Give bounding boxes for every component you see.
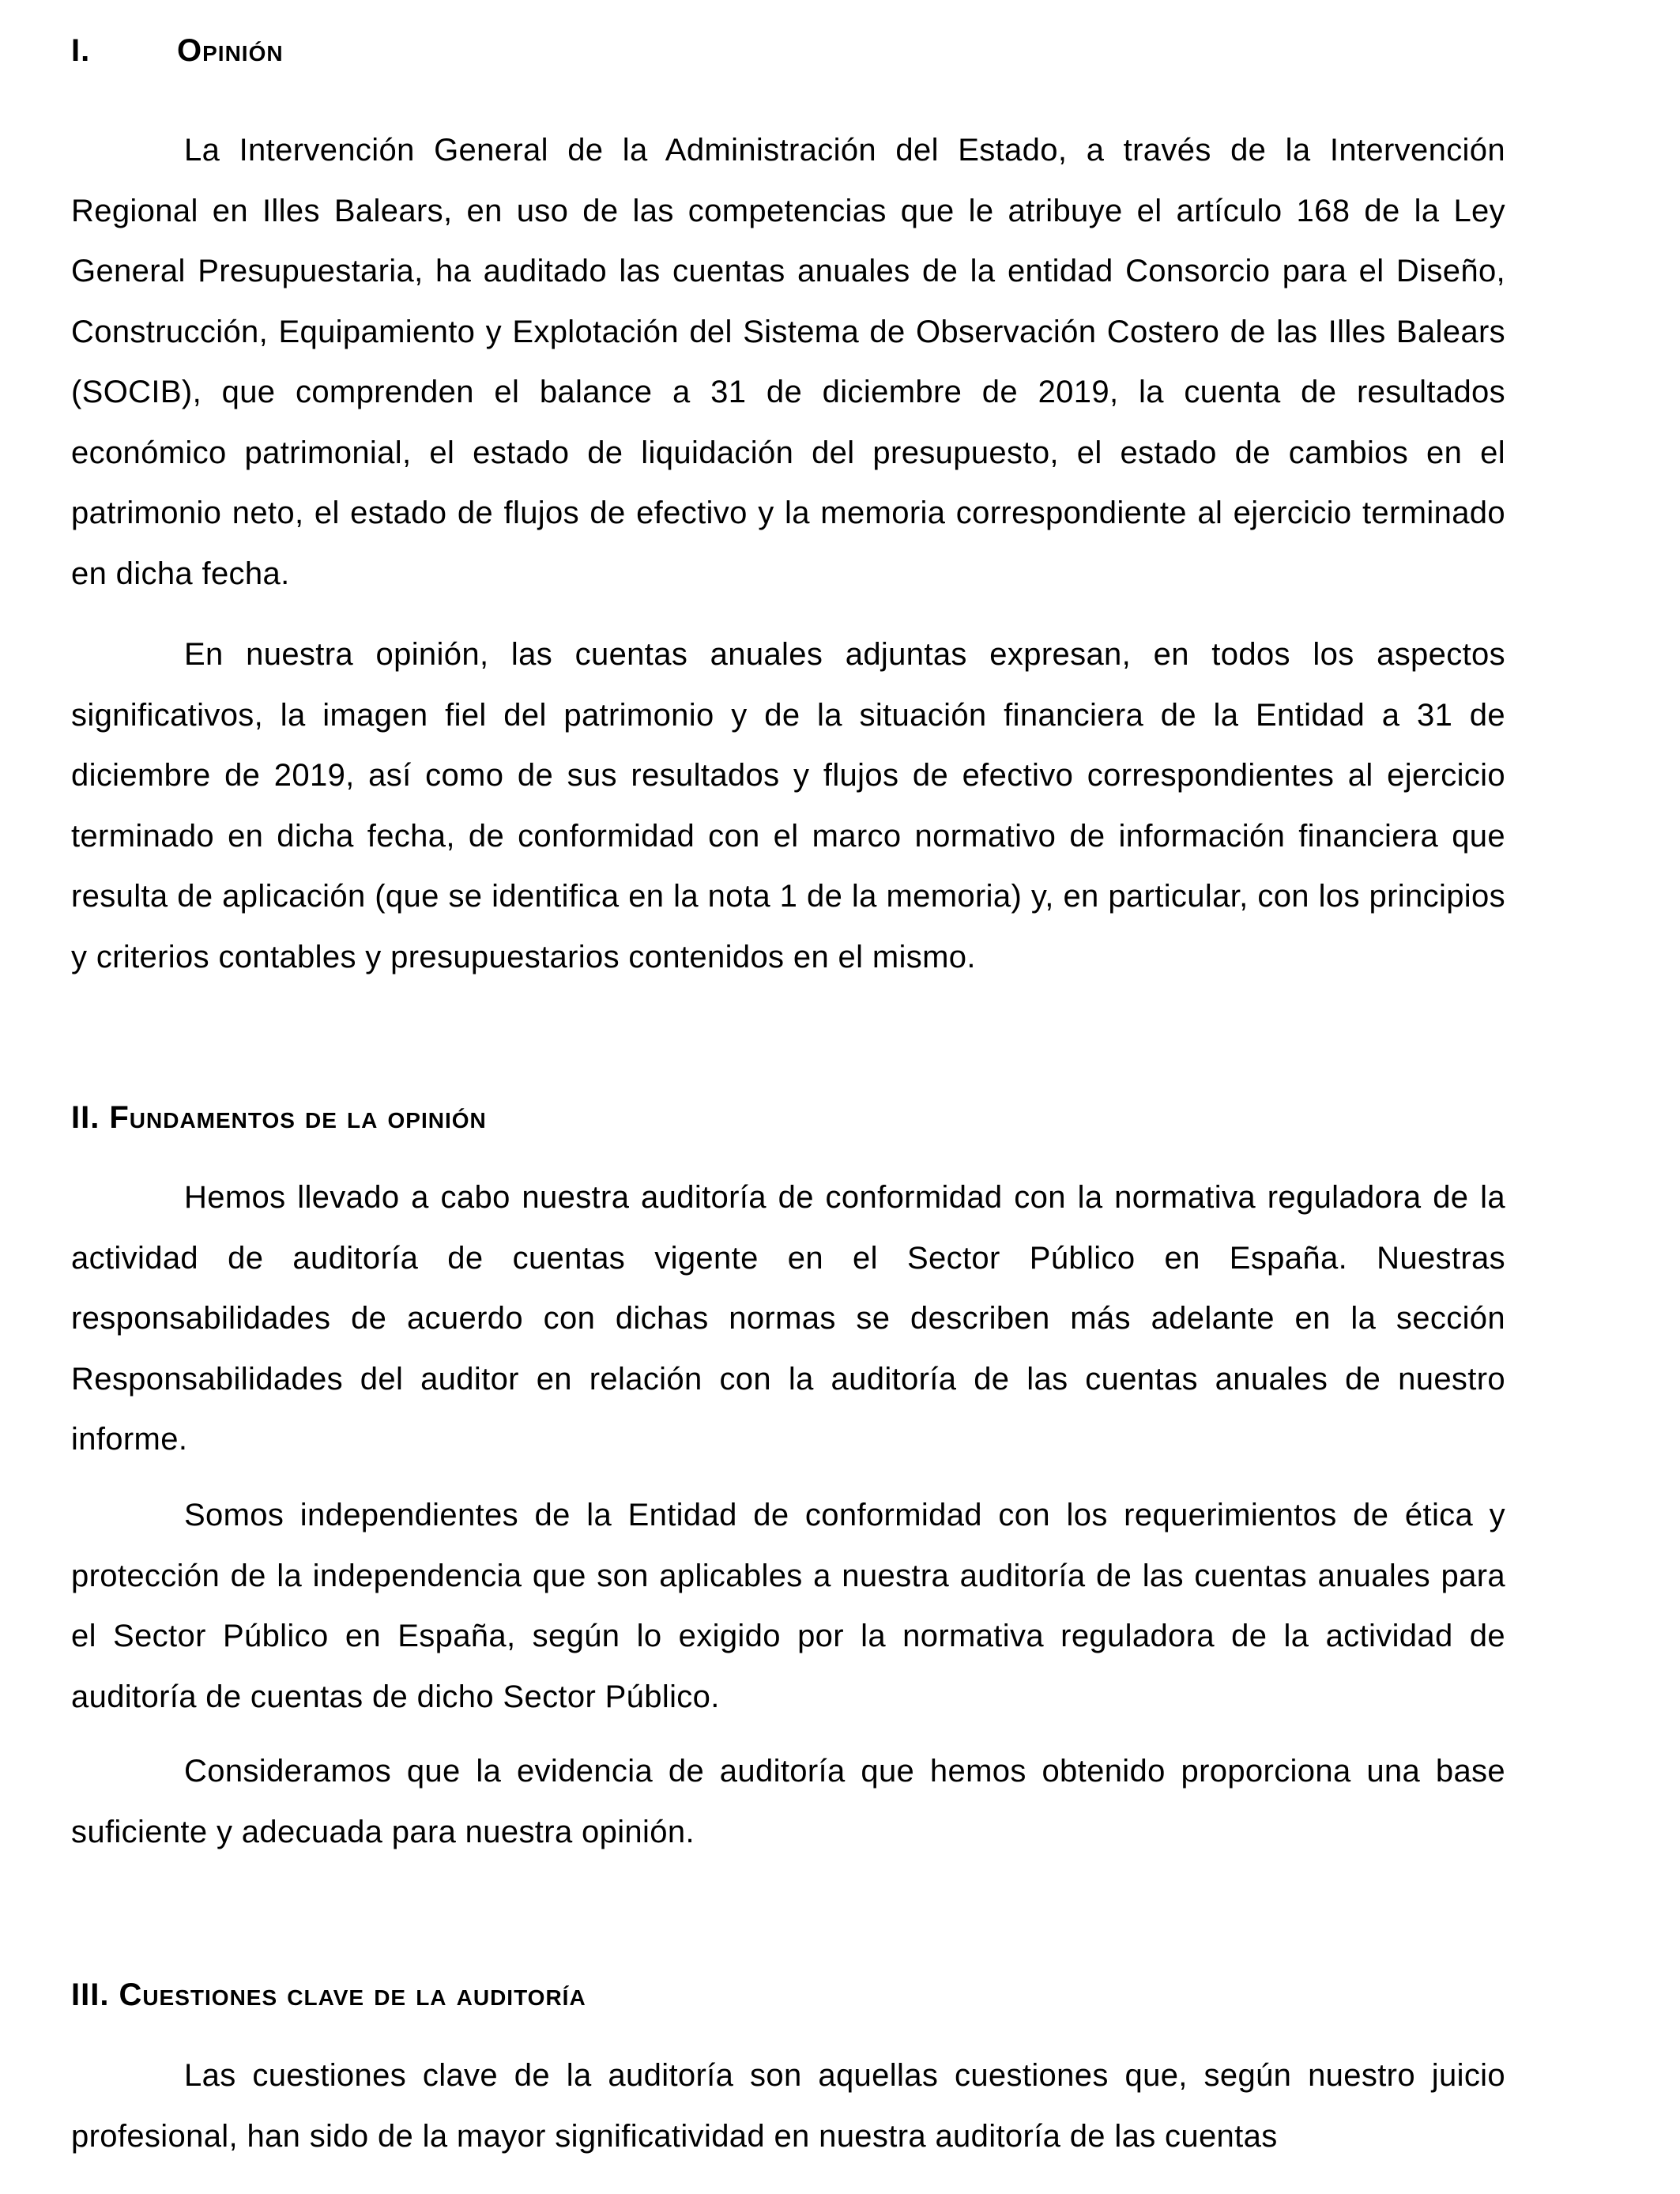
section-number: I. bbox=[71, 33, 91, 68]
paragraph-opinion-scope: La Intervención General de la Administración del Estado, a través de la Intervención Regional en Illes Balears, en uso de las competencias que le atribuye el artículo 168 de la Ley General Presupuestaria, ha auditado las cuentas anuales de la entidad Consorcio para el Diseño, Construcción, Equipamiento y Explotación del Sistema de Observación Costero de las Illes Balears (SOCIB), que comprenden el balance a 31 de diciembre de 2019, la cuenta de resultados económico patrimonial, el estado de liquidación del presupuesto, el estado de cambios en el patrimonio neto, el estado de flujos de efectivo y la memoria correspondiente al ejercicio terminado en dicha fecha. bbox=[71, 133, 1505, 591]
section-heading-cuestiones-clave bbox=[71, 1976, 586, 2014]
section-number: III. bbox=[71, 1977, 110, 2012]
paragraph-fundamentos-independencia: Somos independientes de la Entidad de conformidad con los requerimientos de ética y protección de la independencia que son aplicables a nuestra auditoría de las cuentas anuales para el Sector Público en España, según lo exigido por la normativa reguladora de la actividad de auditoría de cuentas de dicho Sector Público. bbox=[71, 1498, 1505, 1714]
section-heading-fundamentos bbox=[71, 1099, 487, 1137]
section-title: Cuestiones clave de la auditoría bbox=[119, 1977, 586, 2012]
paragraph-cuestiones-clave: Las cuestiones clave de la auditoría son aquellas cuestiones que, según nuestro juicio profesional, han sido de la mayor significatividad en nuestra auditoría de las cuentas bbox=[71, 2058, 1505, 2154]
section-title: Opinión bbox=[177, 33, 284, 68]
paragraph-opinion-statement: En nuestra opinión, las cuentas anuales adjuntas expresan, en todos los aspectos significativos, la imagen fiel del patrimonio y de la situación financiera de la Entidad a 31 de diciembre de 2019, así como de sus resultados y flujos de efectivo correspondientes al ejercicio terminado en dicha fecha, de conformidad con el marco normativo de información financiera que resulta de aplicación (que se identifica en la nota 1 de la memoria) y, en particular, con los principios y criterios contables y presupuestarios contenidos en el mismo. bbox=[71, 637, 1505, 974]
paragraph-fundamentos-evidencia: Consideramos que la evidencia de auditoría que hemos obtenido proporciona una base suficiente y adecuada para nuestra opinión. bbox=[71, 1754, 1505, 1849]
paragraph-fundamentos-normativa: Hemos llevado a cabo nuestra auditoría de conformidad con la normativa reguladora de la actividad de auditoría de cuentas vigente en el Sector Público en España. Nuestras responsabilidades de acuerdo con dichas normas se describen más adelante en la sección Responsabilidades del auditor en relación con la auditoría de las cuentas anuales de nuestro informe. bbox=[71, 1180, 1505, 1457]
section-title: Fundamentos de la opinión bbox=[109, 1100, 487, 1135]
section-heading-opinion bbox=[71, 32, 284, 70]
section-number: II. bbox=[71, 1100, 100, 1135]
